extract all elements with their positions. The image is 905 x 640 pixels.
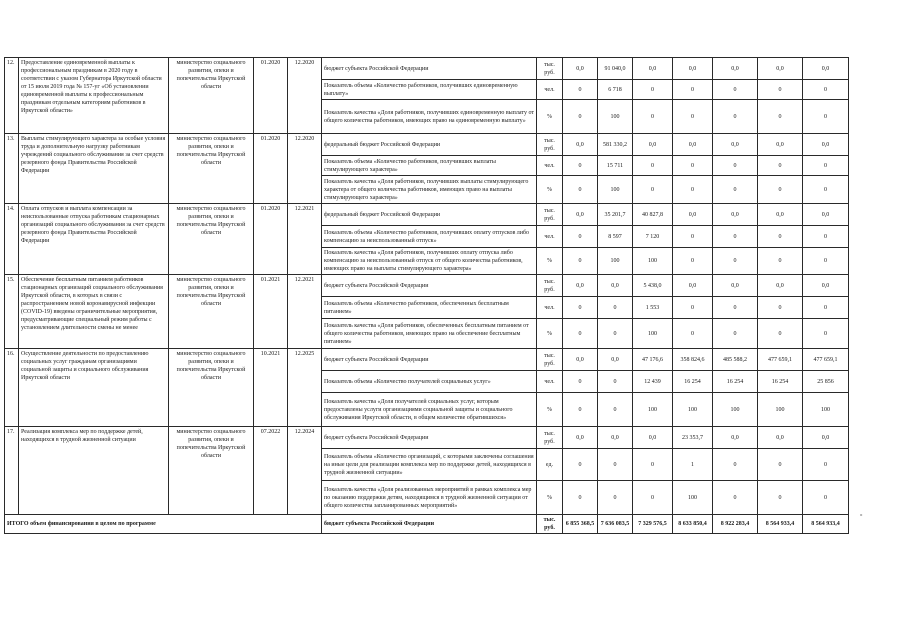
value-cell: 0 [563,248,598,275]
row-number: 13. [5,134,19,204]
value-cell: 0 [563,176,598,204]
value-cell: 0,0 [713,204,758,226]
total-value: 7 636 083,5 [598,515,633,534]
value-cell: 1 553 [633,297,673,319]
value-cell: 6 718 [598,80,633,100]
value-cell: 0,0 [633,134,673,156]
value-cell: 0,0 [563,349,598,371]
value-cell: 0 [758,248,803,275]
value-cell: 0 [673,297,713,319]
indicator-unit: чел. [537,226,563,248]
indicator-name: бюджет субъекта Российской Федерации [322,275,537,297]
value-cell: 100 [758,393,803,427]
end-date: 12.2024 [288,427,322,515]
value-cell: 0 [803,297,849,319]
value-cell: 0 [758,80,803,100]
value-cell: 0 [803,80,849,100]
total-value: 8 564 933,4 [803,515,849,534]
value-cell: 0,0 [563,427,598,449]
end-date: 12.2020 [288,58,322,134]
activity-title: Осуществление деятельности по предоставлению социальных услуг гражданам организациями социальной защиты и социального обслуживания Иркутской области [19,349,169,427]
value-cell: 91 040,0 [598,58,633,80]
value-cell: 0,0 [758,134,803,156]
end-date: 12.2021 [288,275,322,349]
indicator-name: бюджет субъекта Российской Федерации [322,427,537,449]
value-cell: 0 [803,248,849,275]
value-cell: 0 [673,176,713,204]
indicator-unit: тыс. руб. [537,134,563,156]
value-cell: 1 [673,449,713,481]
value-cell: 100 [598,176,633,204]
indicator-unit: чел. [537,371,563,393]
value-cell: 0 [673,319,713,349]
start-date: 01.2020 [254,204,288,275]
value-cell: 0 [803,226,849,248]
indicator-unit: % [537,319,563,349]
value-cell: 40 827,8 [633,204,673,226]
value-cell: 0 [563,371,598,393]
value-cell: 0 [803,100,849,134]
value-cell: 100 [598,100,633,134]
value-cell: 0 [713,319,758,349]
value-cell: 0 [758,226,803,248]
indicator-name: Показатель качества «Доля реализованных мероприятий в рамках комплекса мер по оказанию поддержки детям, находящимся в трудной жизненной ситуации от общего количества запланированных мероприятий» [322,481,537,515]
value-cell: 12 439 [633,371,673,393]
value-cell: 477 659,1 [758,349,803,371]
value-cell: 0,0 [563,58,598,80]
value-cell: 0 [598,393,633,427]
value-cell: 0 [803,176,849,204]
value-cell: 0 [633,156,673,176]
value-cell: 0 [598,319,633,349]
value-cell: 0 [633,481,673,515]
indicator-name: Показатель объема «Количество организаций, с которыми заключены соглашения на иные цели для реализации комплекса мер по поддержке детей, находящихся в трудной жизненной ситуации» [322,449,537,481]
indicator-name: Показатель качества «Доля работников, получивших единовременную выплату от общего количества работников, имеющих право на единовременную выплату» [322,100,537,134]
value-cell: 0,0 [633,427,673,449]
indicator-name: Показатель качества «Доля получателей социальных услуг, которым предоставлены услуги организациями социальной защиты и социального обслуживания Иркутской области, в общем количестве обратившихся» [322,393,537,427]
activity-title: Оплата отпусков и выплата компенсации за неиспользованные отпуска работникам стационарных организаций социального обслуживания за счет средств резервного фонда Правительства Российской Федерации [19,204,169,275]
activity-title: Выплаты стимулирующего характера за особые условия труда и дополнительную нагрузку работникам учреждений социального обслуживания за счет средств резервного фонда Правительства Российской Федерации [19,134,169,204]
value-cell: 358 824,6 [673,349,713,371]
value-cell: 0,0 [803,275,849,297]
indicator-name: бюджет субъекта Российской Федерации [322,349,537,371]
total-indicator: бюджет субъекта Российской Федерации [322,515,537,534]
executor: министерство социального развития, опеки и попечительства Иркутской области [169,58,254,134]
value-cell: 0,0 [598,427,633,449]
indicator-name: Показатель объема «Количество работников, получивших единовременную выплату» [322,80,537,100]
value-cell: 0 [758,100,803,134]
start-date: 01.2020 [254,134,288,204]
indicator-unit: % [537,176,563,204]
value-cell: 0 [633,176,673,204]
value-cell: 0 [713,248,758,275]
value-cell: 100 [633,248,673,275]
value-cell: 0 [713,481,758,515]
table-row [5,427,849,449]
indicator-unit: чел. [537,156,563,176]
value-cell: 35 201,7 [598,204,633,226]
indicator-unit: % [537,393,563,427]
value-cell: 100 [673,481,713,515]
indicator-unit: тыс. руб. [537,349,563,371]
indicator-name: федеральный бюджет Российской Федерации [322,134,537,156]
value-cell: 0 [563,226,598,248]
value-cell: 0,0 [673,134,713,156]
value-cell: 100 [713,393,758,427]
value-cell: 0,0 [758,58,803,80]
value-cell: 0 [713,80,758,100]
value-cell: 0,0 [758,204,803,226]
value-cell: 16 254 [673,371,713,393]
row-number: 14. [5,204,19,275]
indicator-unit: тыс. руб. [537,275,563,297]
value-cell: 0,0 [713,275,758,297]
value-cell: 25 856 [803,371,849,393]
indicator-unit: тыс. руб. [537,58,563,80]
value-cell: 0,0 [713,427,758,449]
table-row [5,349,849,371]
value-cell: 0 [758,449,803,481]
value-cell: 100 [633,393,673,427]
value-cell: 0 [633,80,673,100]
value-cell: 0 [803,481,849,515]
value-cell: 0 [563,393,598,427]
value-cell: 0 [758,176,803,204]
total-value: 8 922 283,4 [713,515,758,534]
end-date: 12.2025 [288,349,322,427]
value-cell: 477 659,1 [803,349,849,371]
activity-title: Реализация комплекса мер по поддержке детей, находящихся в трудной жизненной ситуации [19,427,169,515]
value-cell: 0 [673,248,713,275]
table-row [5,204,849,226]
indicator-name: Показатель качества «Доля работников, получивших оплату отпуска либо компенсацию за неиспользованный отпуск от общего количества работников, имеющих право на выплаты стимулирующего характера» [322,248,537,275]
value-cell: 0 [713,226,758,248]
stray-mark: » [860,513,863,518]
value-cell: 0 [713,449,758,481]
value-cell: 7 120 [633,226,673,248]
start-date: 01.2021 [254,275,288,349]
program-table [4,57,849,534]
value-cell: 15 711 [598,156,633,176]
value-cell: 0,0 [673,58,713,80]
value-cell: 0 [598,297,633,319]
total-value: 7 329 576,5 [633,515,673,534]
value-cell: 0,0 [563,204,598,226]
value-cell: 0,0 [713,58,758,80]
indicator-name: Показатель объема «Количество получателей социальных услуг» [322,371,537,393]
value-cell: 0,0 [713,134,758,156]
value-cell: 0 [758,319,803,349]
value-cell: 16 254 [713,371,758,393]
indicator-name: Показатель объема «Количество работников, получивших оплату отпусков либо компенсацию за неиспользованный отпуск» [322,226,537,248]
value-cell: 0 [563,319,598,349]
row-number: 12. [5,58,19,134]
table-body [5,58,849,534]
executor: министерство социального развития, опеки и попечительства Иркутской области [169,427,254,515]
end-date: 12.2020 [288,134,322,204]
indicator-unit: тыс. руб. [537,427,563,449]
table-row [5,58,849,80]
value-cell: 8 597 [598,226,633,248]
indicator-unit: ед. [537,449,563,481]
value-cell: 0,0 [598,349,633,371]
total-value: 8 564 933,4 [758,515,803,534]
value-cell: 0 [563,80,598,100]
indicator-unit: % [537,248,563,275]
value-cell: 16 254 [758,371,803,393]
indicator-name: Показатель качества «Доля работников, получивших выплаты стимулирующего характера от общего количества работников, имеющих право на выплаты стимулирующего характера» [322,176,537,204]
total-unit: тыс. руб. [537,515,563,534]
value-cell: 0 [563,100,598,134]
value-cell: 0,0 [673,204,713,226]
total-label: ИТОГО объем финансирования в целом по программе [5,515,322,534]
value-cell: 0 [563,156,598,176]
value-cell: 0 [563,297,598,319]
value-cell: 0,0 [803,427,849,449]
start-date: 10.2021 [254,349,288,427]
executor: министерство социального развития, опеки и попечительства Иркутской области [169,134,254,204]
executor: министерство социального развития, опеки и попечительства Иркутской области [169,204,254,275]
indicator-unit: тыс. руб. [537,204,563,226]
value-cell: 0,0 [758,427,803,449]
value-cell: 23 353,7 [673,427,713,449]
value-cell: 0 [713,100,758,134]
executor: министерство социального развития, опеки и попечительства Иркутской области [169,349,254,427]
total-value: 6 855 368,5 [563,515,598,534]
row-number: 15. [5,275,19,349]
value-cell: 0,0 [803,204,849,226]
table-row [5,134,849,156]
value-cell: 0 [673,100,713,134]
value-cell: 0 [673,80,713,100]
total-row [5,515,849,534]
value-cell: 0 [598,449,633,481]
indicator-name: Показатель качества «Доля работников, обеспеченных бесплатным питанием от общего количества работников, имеющих право на обеспечение бесплатным питанием» [322,319,537,349]
value-cell: 100 [803,393,849,427]
start-date: 07.2022 [254,427,288,515]
value-cell: 0 [673,226,713,248]
value-cell: 0 [758,297,803,319]
value-cell: 0 [803,449,849,481]
value-cell: 0 [633,449,673,481]
start-date: 01.2020 [254,58,288,134]
indicator-name: Показатель объема «Количество работников, получивших выплаты стимулирующего характера» [322,156,537,176]
end-date: 12.2021 [288,204,322,275]
value-cell: 0 [598,371,633,393]
indicator-unit: % [537,481,563,515]
value-cell: 0,0 [563,134,598,156]
value-cell: 0 [673,156,713,176]
value-cell: 581 330,2 [598,134,633,156]
activity-title: Обеспечение бесплатным питанием работников стационарных организаций социального обслуживания Иркутской области, в которых в связи с распространением новой коронавирусной инфекции (COVID-19) введены ограничительные мероприятия, предусматривающие специальный режим работы с установлением длительности смены не менее [19,275,169,349]
activity-title: Предоставление единовременной выплаты к профессиональным праздникам в 2020 году в соответствии с указом Губернатора Иркутской области от 15 июля 2019 года № 157-уг «Об установлении единовременной выплаты к профессиональным праздникам отдельным категориям работников в Иркутской области» [19,58,169,134]
value-cell: 0 [803,319,849,349]
executor: министерство социального развития, опеки и попечительства Иркутской области [169,275,254,349]
indicator-unit: чел. [537,297,563,319]
indicator-name: федеральный бюджет Российской Федерации [322,204,537,226]
value-cell: 0 [713,297,758,319]
indicator-name: бюджет субъекта Российской Федерации [322,58,537,80]
row-number: 17. [5,427,19,515]
row-number: 16. [5,349,19,427]
value-cell: 100 [598,248,633,275]
value-cell: 0,0 [598,275,633,297]
value-cell: 0 [758,481,803,515]
value-cell: 485 588,2 [713,349,758,371]
value-cell: 0 [803,156,849,176]
value-cell: 0 [598,481,633,515]
value-cell: 0 [713,176,758,204]
table-row [5,275,849,297]
value-cell: 0,0 [563,275,598,297]
value-cell: 0 [563,449,598,481]
value-cell: 0,0 [803,58,849,80]
indicator-name: Показатель объема «Количество работников, обеспеченных бесплатным питанием» [322,297,537,319]
indicator-unit: % [537,100,563,134]
value-cell: 0 [758,156,803,176]
indicator-unit: чел. [537,80,563,100]
value-cell: 0,0 [803,134,849,156]
value-cell: 100 [673,393,713,427]
value-cell: 0,0 [758,275,803,297]
value-cell: 0,0 [633,58,673,80]
total-value: 8 633 850,4 [673,515,713,534]
value-cell: 100 [633,319,673,349]
value-cell: 5 438,0 [633,275,673,297]
value-cell: 0 [713,156,758,176]
value-cell: 0,0 [673,275,713,297]
value-cell: 47 176,6 [633,349,673,371]
value-cell: 0 [633,100,673,134]
value-cell: 0 [563,481,598,515]
